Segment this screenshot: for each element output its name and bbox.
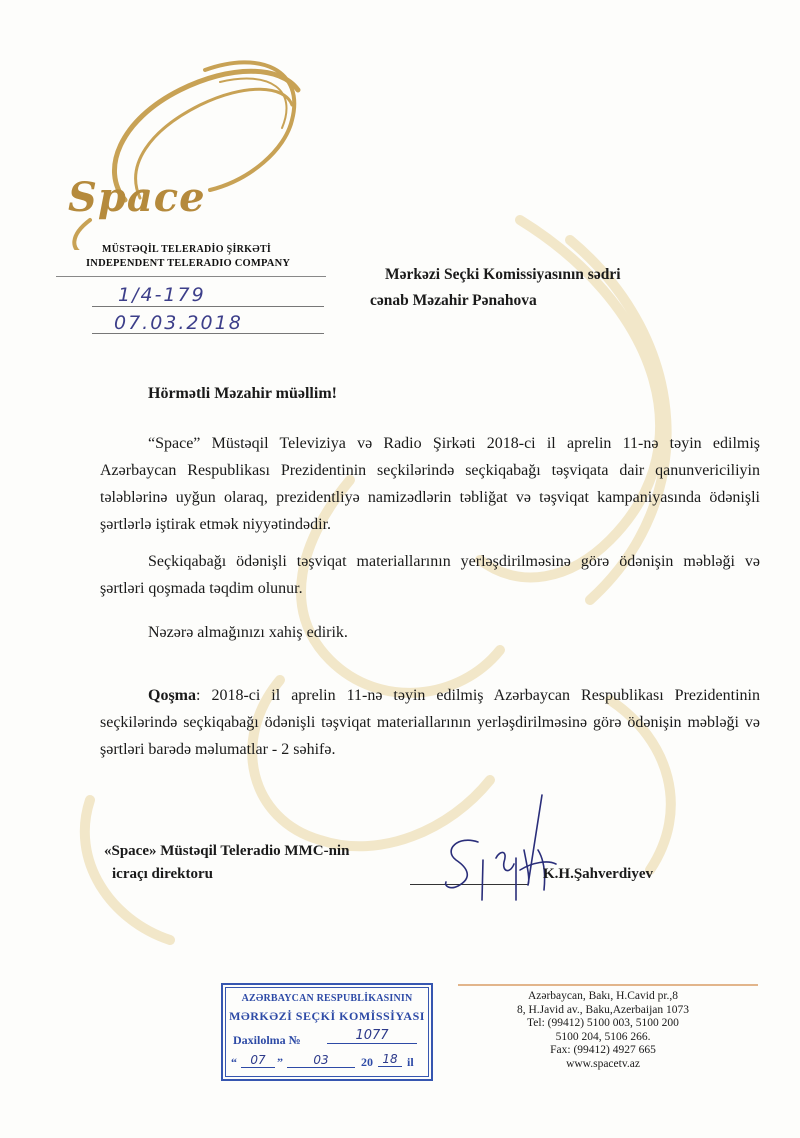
stamp-line2: MƏRKƏZİ SEÇKİ KOMİSSİYASI	[229, 1009, 425, 1023]
stamp-date-month: 03	[287, 1053, 355, 1068]
body-paragraph-2-text: Seçkiqabağı ödənişli təşviqat materiallarının yerləşdirilməsinə görə ödənişin məbləği və şərtləri qoşmada təqdim olunur.	[100, 553, 760, 597]
signatory-name: K.H.Şahverdiyev	[543, 866, 654, 882]
contact-phone-2: 5100 204, 5106 266.	[555, 1030, 651, 1043]
stamp-date-row: “ 07 ” 03 20 18 il	[231, 1052, 414, 1069]
body-paragraph-1-text: “Space” Müstəqil Televiziya və Radio Şirkəti 2018-ci il aprelin 11-nə təyin edilmiş Azərbaycan Respublikası Prezidentinin seçkilərində seçkiqabağı təşviqata dair qanunvericiliyin tələblərinə uyğun olaraq, prezidentliyə namizədlərin təbliğat və təşviqat kampaniyasında ödənişli şərtlərlə iştirak etmək niyyətindədir.	[100, 435, 760, 533]
stamp-number-label: Daxilolma №	[233, 1033, 301, 1047]
contact-phone: Tel: (99412) 5100 003, 5100 200	[527, 1017, 679, 1029]
letterhead-divider	[56, 276, 326, 277]
stamp-date-year-suffix: 18	[378, 1052, 402, 1067]
stamp-line1: AZƏRBAYCAN RESPUBLİKASININ	[241, 993, 413, 1004]
contact-fax: Fax: (99412) 4927 665	[550, 1044, 656, 1056]
stamp-date-day: 07	[241, 1053, 275, 1068]
signatory-title-line1: «Space» Müstəqil Teleradio MMC-nin	[104, 843, 350, 859]
ref-number: 1/4-179	[118, 284, 206, 306]
company-name-en: INDEPENDENT TELERADIO COMPANY	[86, 258, 291, 269]
company-name-az: MÜSTƏQİL TELERADİO ŞİRKƏTİ	[102, 244, 272, 255]
stamp-date-year-prefix: 20	[361, 1055, 373, 1069]
body-paragraph-3-text: Nəzərə almağınızı xahiş edirik.	[148, 624, 348, 641]
contact-block	[488, 990, 718, 1071]
body-paragraph-3	[100, 619, 760, 646]
attachment-text: : 2018-ci il aprelin 11-nə təyin edilmiş Azərbaycan Respublikası Prezidentinin seçkilərində seçkiqabağı ödənişli təşviqat materiallarının yerləşdirilməsinə görə ödənişin məbləği və şərtləri barədə məlumatlar - 2 səhifə.	[100, 687, 760, 758]
stamp-number-value: 1077	[327, 1028, 417, 1044]
salutation: Hörmətli Məzahir müəllim!	[148, 385, 337, 402]
contact-address-en: 8, H.Javid av., Baku,Azerbaijan 1073	[516, 1003, 690, 1016]
handwritten-signature-icon	[438, 790, 578, 910]
logo-wordmark: Space	[68, 174, 206, 221]
footer-accent-line	[458, 984, 758, 986]
body-paragraph-1	[100, 430, 760, 538]
recipient-line1: Mərkəzi Seçki Komissiyasının sədri	[385, 266, 621, 283]
contact-address-az: Azərbaycan, Bakı, H.Cavid pr.,8	[527, 990, 679, 1002]
ref-date: 07.03.2018	[114, 312, 243, 334]
body-paragraph-2	[100, 548, 760, 602]
attachment-paragraph	[100, 682, 760, 763]
recipient-line2: cənab Məzahir Pənahova	[370, 292, 537, 309]
signatory-title-line2: icraçı direktoru	[112, 866, 213, 882]
stamp-date-year-unit: il	[407, 1055, 414, 1069]
ref-date-line	[92, 333, 324, 334]
registration-stamp	[221, 983, 433, 1081]
ref-number-line	[92, 306, 324, 307]
attachment-label: Qoşma	[148, 687, 196, 704]
contact-website: www.spacetv.az	[566, 1057, 640, 1070]
